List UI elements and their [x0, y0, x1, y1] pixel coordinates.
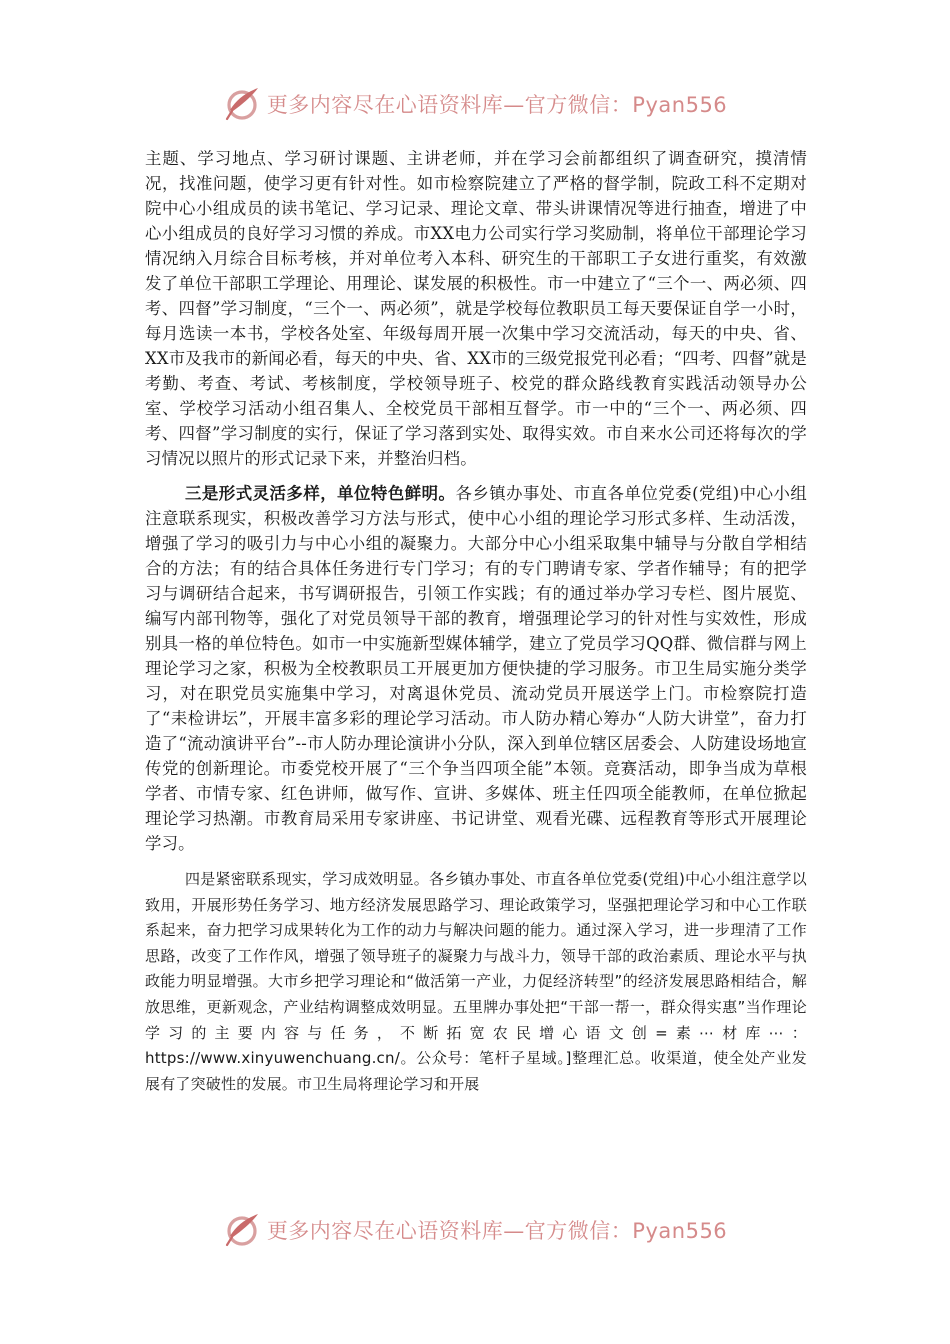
paragraph-lead-heading: 三是形式灵活多样，单位特色鲜明。 — [185, 484, 456, 503]
paragraph-text: 主题、学习地点、学习研讨课题、主讲老师，并在学习会前都组织了调查研究，摸清情况，找准问题，使学习更有针对性。如市检察院建立了严格的督学制，院政工科不定期对院中心小组成员的读书笔记、学习记录、理论文章、带头讲课情况等进行抽查，增进了中心小组成员的良好学习习惯的养成。市XX电力公司实行学习奖励制，将单位干部理论学习情况纳入月综合目标考核，并对单位考入本科、研究生的干部职工子女进行重奖，有效激发了单位干部职工学理论、用理论、谋发展的积极性。市一中建立了“三个一、两必须、四考、四督”学习制度，“三个一、两必须”，就是学校每位教职员工每天要保证自学一小时，每月选读一本书，学校各处室、年级每周开展一次集中学习交流活动，每天的中央、省、XX市及我市的新闻必看，每天的中央、省、XX市的三级党报党刊必看；“四考、四督”就是考勤、考查、考试、考核制度，学校领导班子、校党的群众路线教育实践活动领导办公室、学校学习活动小组召集人、全校党员干部相互督学。市一中的“三个一、两必须、四考、四督”学习制度的实行，保证了学习落到实处、取得实效。市自来水公司还将每次的学习情况以照片的形式记录下来，并整治归档。 — [145, 149, 807, 468]
paragraph-continued — [145, 146, 807, 471]
quill-logo-icon — [223, 1210, 263, 1250]
watermark-text: 更多内容尽在心语资料库—官方微信：Pyan556 — [266, 93, 728, 117]
paragraph-text: 四是紧密联系现实，学习成效明显。各乡镇办事处、市直各单位党委(党组)中心小组注意学以致用，开展形势任务学习、地方经济发展思路学习、理论政策学习，坚强把理论学习和中心工作联系起来，奋力把学习成果转化为工作的动力与解决问题的能力。通过深入学习，进一步理清了工作思路，改变了工作作风，增强了领导班子的凝聚力与战斗力，领导干部的政治素质、理论水平与执政能力明显增强。大市乡把学习理论和“做活第一产业，力促经济转型”的经济发展思路相结合，解放思维，更新观念，产业结构调整成效明显。五里牌办事处把“干部一帮一，群众得实惠”当作理论学习的主要内容与任务，不断拓宽农民增心语文创=素⋯材库⋯：https://www.xinyuwenchuang.cn/。公众号：笔杆子星域。]整理汇总。收渠道，使全处产业发展有了突破性的发展。市卫生局将理论学习和开展 — [145, 870, 807, 1093]
quill-logo-icon — [223, 84, 263, 124]
watermark-text: 更多内容尽在心语资料库—官方微信：Pyan556 — [266, 1219, 728, 1243]
watermark-footer — [0, 1208, 950, 1252]
document-body — [145, 146, 807, 1097]
watermark-header — [0, 82, 950, 126]
paragraph-section-three — [145, 481, 807, 856]
paragraph-section-four — [145, 867, 807, 1097]
paragraph-text: 各乡镇办事处、市直各单位党委(党组)中心小组注意联系现实，积极改善学习方法与形式，使中心小组的理论学习形式多样、生动活泼，增强了学习的吸引力与中心小组的凝聚力。大部分中心小组采取集中辅导与分散自学相结合的方法；有的结合具体任务进行专门学习；有的专门聘请专家、学者作辅导；有的把学习与调研结合起来，书写调研报告，引领工作实践；有的通过举办学习专栏、图片展览、编写内部刊物等，强化了对党员领导干部的教育，增强理论学习的针对性与实效性，形成别具一格的单位特色。如市一中实施新型媒体辅学，建立了党员学习QQ群、微信群与网上理论学习之家，积极为全校教职员工开展更加方便快捷的学习服务。市卫生局实施分类学习，对在职党员实施集中学习，对离退休党员、流动党员开展送学上门。市检察院打造了“耒检讲坛”，开展丰富多彩的理论学习活动。市人防办精心筹办“人防大讲堂”，奋力打造了“流动演讲平台”--市人防办理论演讲小分队，深入到单位辖区居委会、人防建设场地宣传党的创新理论。市委党校开展了“三个争当四项全能”本领。竞赛活动，即争当成为草根学者、市情专家、红色讲师，做写作、宣讲、多媒体、班主任四项全能教师，在单位掀起理论学习热潮。市教育局采用专家讲座、书记讲堂、观看光碟、远程教育等形式开展理论学习。 — [145, 484, 807, 853]
